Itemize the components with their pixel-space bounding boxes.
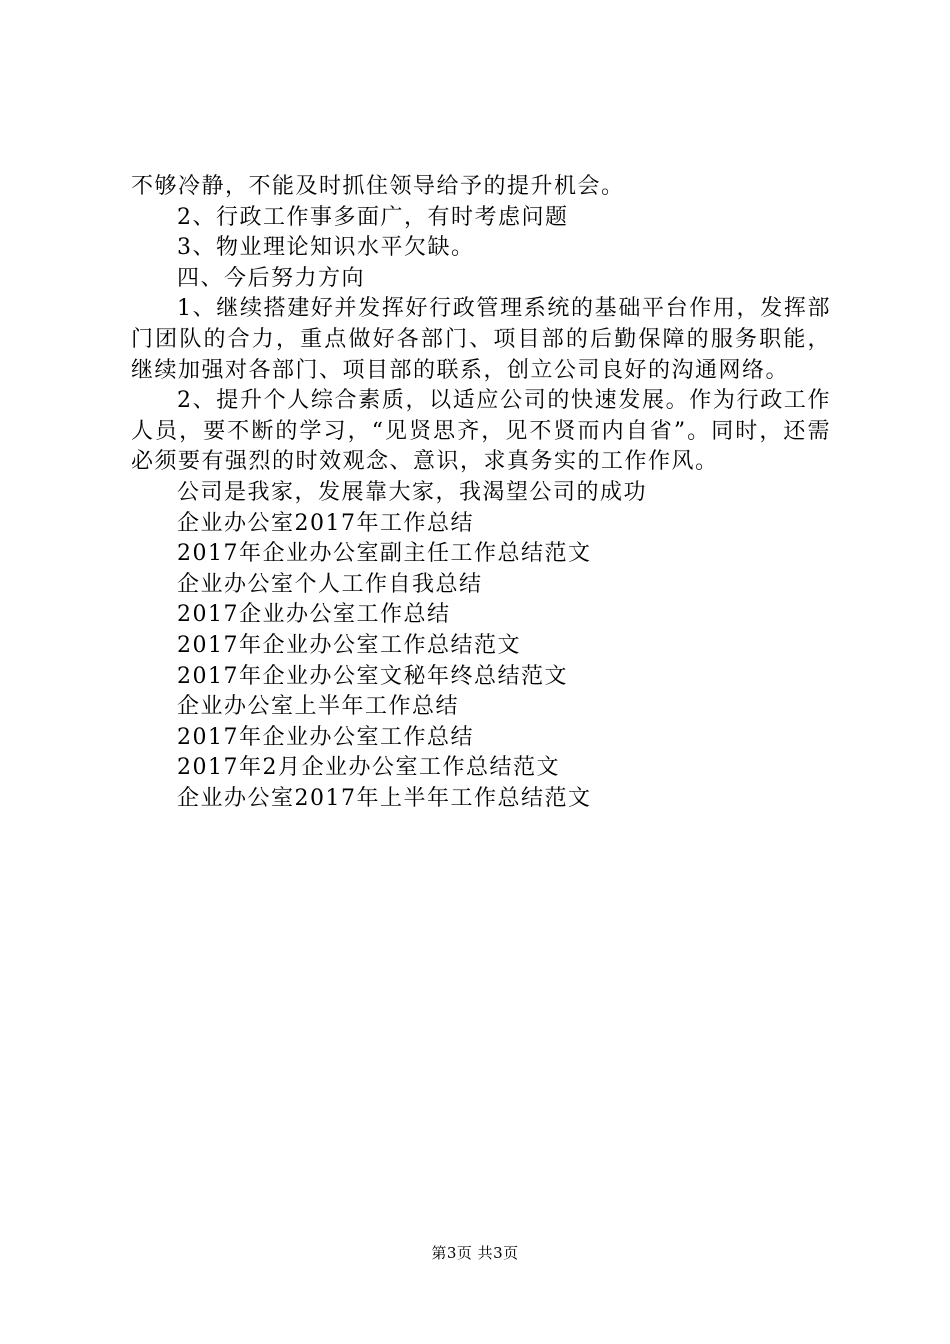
related-title: 企业办公室上半年工作总结 (177, 694, 460, 720)
related-title: 2017年企业办公室文秘年终总结范文 (177, 663, 568, 689)
paragraph: 3、物业理论知识水平欠缺。 (177, 235, 475, 261)
related-title: 2017年企业办公室副主任工作总结范文 (177, 541, 592, 567)
paragraph: 不够冷静，不能及时抓住领导给予的提升机会。 (131, 174, 625, 199)
paragraph: 2、行政工作事多面广，有时考虑问题 (177, 204, 569, 230)
related-title: 企业办公室2017年上半年工作总结范文 (177, 785, 592, 811)
related-title: 2017年企业办公室工作总结 (177, 724, 474, 750)
document-body (131, 172, 831, 814)
paragraph: 公司是我家，发展靠大家，我渴望公司的成功 (177, 479, 648, 505)
related-title: 2017年2月企业办公室工作总结范文 (177, 755, 560, 781)
related-title: 2017年企业办公室工作总结范文 (177, 632, 521, 658)
paragraph: 2、提升个人综合素质，以适应公司的快速发展。作为行政工作人员，要不断的学习，“见贤思齐，见不贤而内自省”。同时，还需必须要有强烈的时效观念、意识，求真务实的工作作风。 (131, 388, 831, 475)
related-title: 企业办公室2017年工作总结 (177, 510, 474, 536)
page-number-footer: 第3页 共3页 (431, 1244, 519, 1262)
paragraph: 1、继续搭建好并发挥好行政管理系统的基础平台作用，发挥部门团队的合力，重点做好各部门、项目部的后勤保障的服务职能，继续加强对各部门、项目部的联系，创立公司良好的沟通网络。 (131, 296, 831, 383)
related-title: 企业办公室个人工作自我总结 (177, 571, 483, 597)
section-heading: 四、今后努力方向 (177, 265, 366, 291)
related-title: 2017企业办公室工作总结 (177, 602, 451, 628)
